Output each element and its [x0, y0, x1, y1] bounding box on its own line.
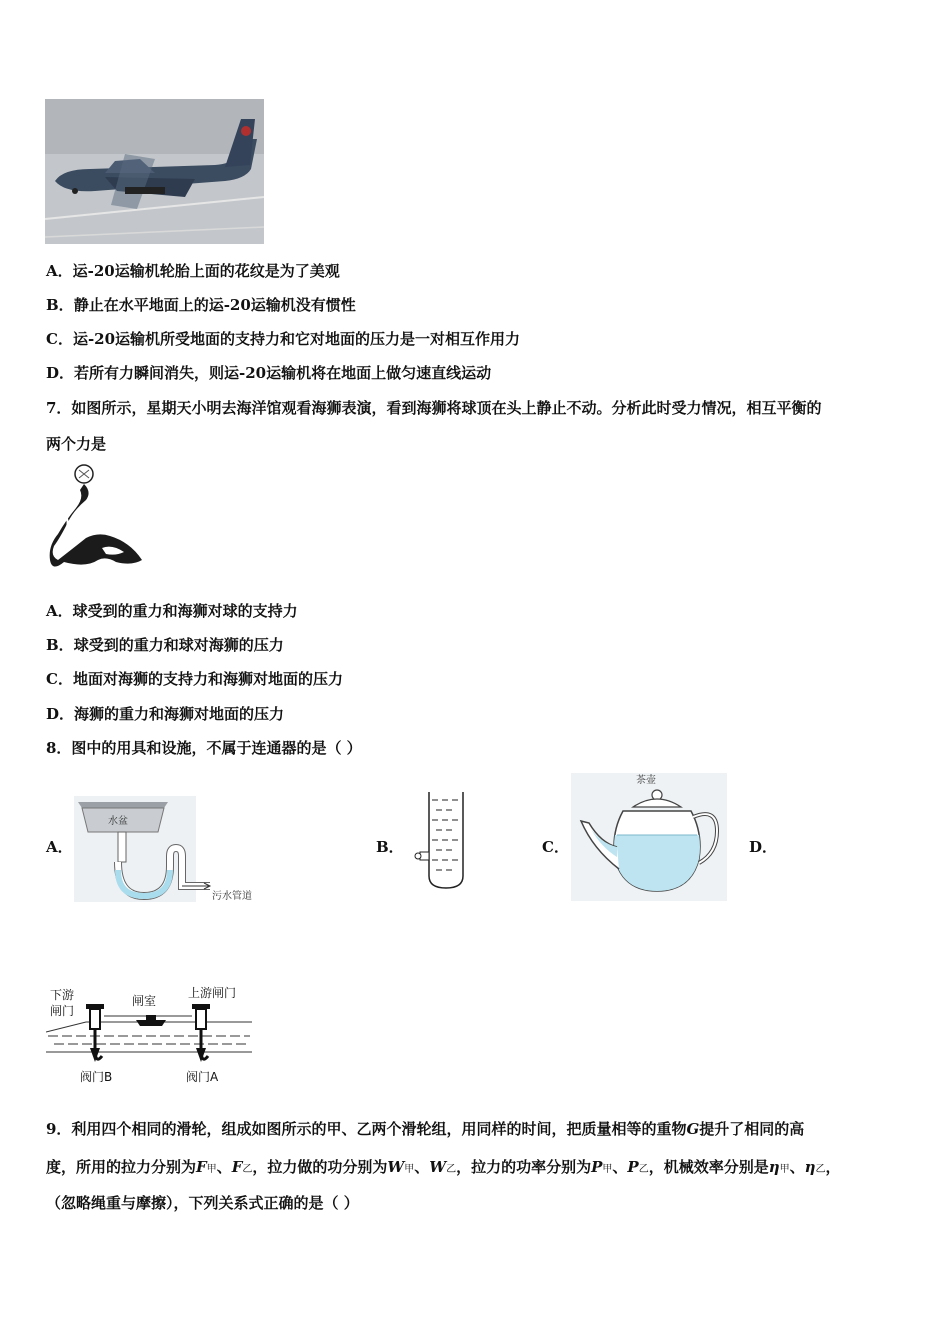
q7-stem-cont: 两个力是 [46, 435, 107, 453]
tube-figure [412, 790, 472, 892]
q9-stem-line3: （忽略绳重与摩擦），下列关系式正确的是（ ） [46, 1194, 359, 1212]
valve-a-caption: 阀门A [186, 1070, 219, 1084]
valve-b-caption: 阀门B [80, 1070, 113, 1084]
transport-plane-image [45, 99, 264, 244]
q6-option-a[interactable]: A．运-20运输机轮胎上面的花纹是为了美观 [46, 262, 340, 280]
q8-option-a-label[interactable]: A． [46, 838, 73, 856]
sewer-pipe-caption: 污水管道 [212, 891, 252, 902]
q7-option-d[interactable]: D．海狮的重力和海狮对地面的压力 [46, 705, 285, 723]
basin-trap-figure [74, 796, 270, 902]
upstream-gate-caption: 上游闸门 [188, 986, 237, 1000]
basin-caption: 水盆 [108, 816, 128, 827]
ship-lock-figure [46, 982, 252, 1086]
sea-lion-image [46, 462, 146, 574]
q7-stem: 7．如图所示，星期天小明去海洋馆观看海狮表演，看到海狮将球顶在头上静止不动。分析此时受力情况，相互平衡的 [46, 399, 822, 417]
q6-option-d[interactable]: D．若所有力瞬间消失，则运-20运输机将在地面上做匀速直线运动 [46, 364, 492, 382]
teapot-caption: 茶壶 [636, 775, 656, 786]
q7-option-a[interactable]: A．球受到的重力和海狮对球的支持力 [46, 602, 298, 620]
q9-stem-line2: 度，所用的拉力分别为F甲、F乙，拉力做的功分别为W甲、W乙，拉力的功率分别为P甲、P乙，机械效率分别是η甲、η乙， [46, 1158, 841, 1176]
teapot-figure [571, 773, 727, 901]
q8-option-b-label[interactable]: B． [376, 838, 404, 856]
q6-option-b[interactable]: B．静止在水平地面上的运-20运输机没有惯性 [46, 296, 356, 314]
q6-option-c[interactable]: C．运-20运输机所受地面的支持力和它对地面的压力是一对相互作用力 [46, 330, 521, 348]
downstream-gate-caption-2: 闸门 [50, 1004, 75, 1018]
downstream-gate-caption-1: 下游 [50, 988, 75, 1002]
q8-stem: 8．图中的用具和设施，不属于连通器的是（ ） [46, 739, 362, 757]
q7-option-b[interactable]: B．球受到的重力和球对海狮的压力 [46, 636, 284, 654]
q8-option-c-label[interactable]: C． [542, 838, 569, 856]
q7-option-c[interactable]: C．地面对海狮的支持力和海狮对地面的压力 [46, 670, 343, 688]
lock-chamber-caption: 闸室 [132, 994, 157, 1008]
q8-option-d-label[interactable]: D． [749, 838, 778, 856]
q9-stem-line1: 9．利用四个相同的滑轮，组成如图所示的甲、乙两个滑轮组，用同样的时间，把质量相等的重物G提升了相同的高 [46, 1120, 805, 1138]
